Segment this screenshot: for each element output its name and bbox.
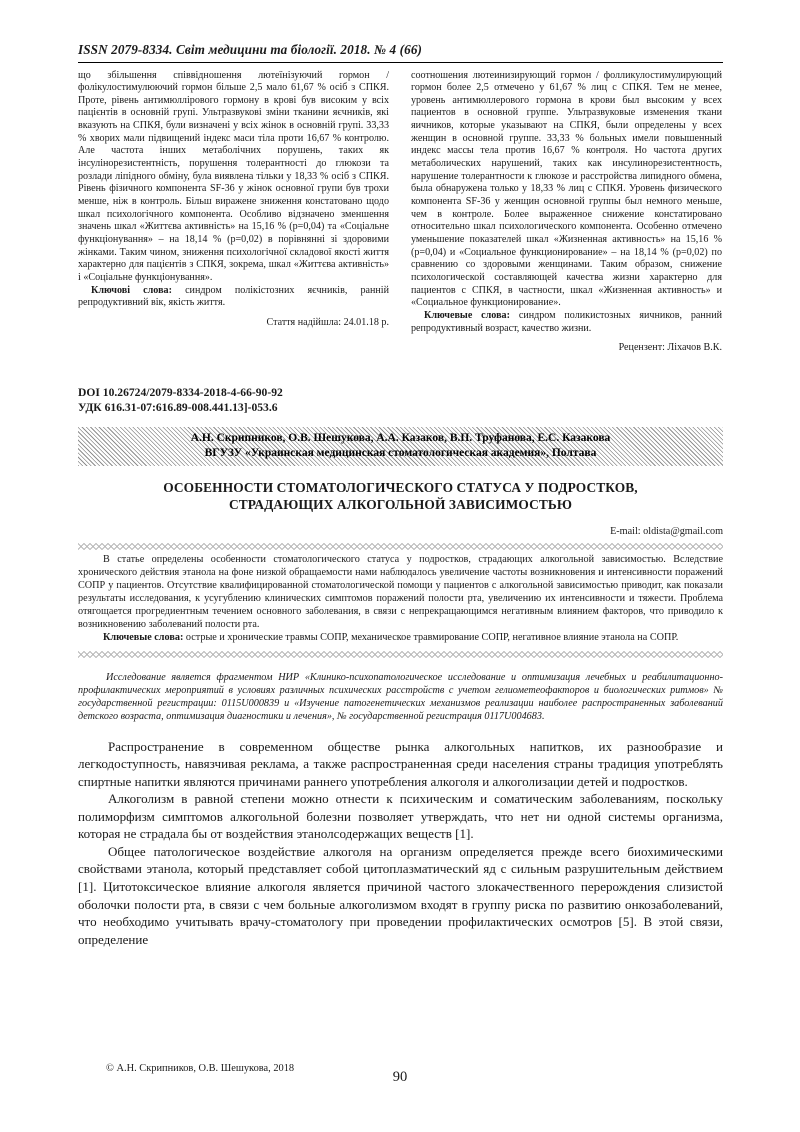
abstract-uk-body: що збільшення співвідношення лютеїнізуючий гормон / фолікулостимулюючий гормон більше 2,5 мало 61,67 % осіб з СПКЯ. Проте, рівень антимюллірового гормону в крові був високим у всіх пацієнтів в основній групі. Ультразвукові зміни тканини яєчників, які вказують на СПКЯ, були визначені у всіх жінок в основній групі. 33,33 % хворих мали підвищений індекс маси тіла проти 16,67 % контролю. Але частота інших метаболічних порушень, таких як інсулінорезистентність, порушення толерантності до глюкози та розлади ліпідного обміну, була виявлена тільки у 18,33 % осіб з СПКЯ. Рівень фізичного компонента SF-36 у жінок основної групи був трохи менше, ніж в контроль. Більш виражене зниження констатовано щодо шкал психологічного компонента. Особливо відзначено зменшення значень шкал «Життєва активність» на 15,16 % (р=0,04) та «Соціальне функціонування» – на 18,14 % (р=0,02) в порівнянні зі здоровими жінками. Таким чином, зниження психологічної складової якості життя характерно для пацієнтів з СПКЯ, зокрема, шкал «Життєва активність» і «Соціальне функціонування». [78,69,389,283]
abstract-uk-keywords [78,285,389,310]
running-head-container [78,42,723,63]
abstract-columns [78,70,723,355]
page-content [78,42,723,948]
author-names: А.Н. Скрипников, О.В. Шешукова, А.А. Казаков, В.П. Труфанова, Е.С. Казакова [190,431,611,444]
abstract-main-body: В статье определены особенности стоматологического статуса у подростков, страдающих алкогольной зависимостью. Вследствие хронического действия этанола на фоне низкой обращаемости нами наблюдалось увеличение частоты возникновения и интенсивности поражений СОПР у пациентов. Отсутствие квалифицированной стоматологической помощи у пациентов с алкогольной зависимостью приводит, как показали результаты исследования, к усугублению клинических симптомов поражений полости рта, увеличению их интенсивности и тяжести. Проблема отягощается прогредиентным течением основного заболевания, в связи с непрекращающимся негативным влиянием факторов, что приводило к возникновению заболеваний полости рта. [78,554,723,630]
body-paragraph: Алкоголизм в равной степени можно отнести к психическим и соматическим заболеваниям, поскольку полиморфизм симптомов алкогольной болезни позволяет утверждать, что нет ни одной системы организма, которая не страдала бы от воздействия этанолсодержащих веществ [1]. [78,791,723,842]
abstract-ru-keywords-label: Ключевые слова: [424,309,510,321]
funding-note: Исследование является фрагментом НИР «Клинико-психопатологическое исследование и оптимизация лечебных и реабилитационно-профилактических мероприятий в условиях различных психических расстройств с учетом гелиометеофакторов и биологических ритмов» № государственной регистрации: 0115U000839 и «Изучение патогенетических механизмов реализации наиболее распространенных заболеваний детского возраста, оптимизация диагностики и лечения», № государственной регистрация 0117U004683. [78,671,723,723]
abstract-main [78,554,723,644]
article-title-line-1: ОСОБЕННОСТИ СТОМАТОЛОГИЧЕСКОГО СТАТУСА У ПОДРОСТКОВ, [163,480,638,495]
abstract-main-keywords-label: Ключевые слова: [103,631,184,643]
abstract-main-keywords [78,632,723,645]
body-paragraph: Распространение в современном обществе рынка алкогольных напитков, их разнообразие и легкодоступность, навязчивая реклама, а также распространенная среди населения страны традиция употреблять спиртные напитки являются причинами раннего употребления алкоголя и алкоголизации детей и подростков. [78,738,723,789]
abstract-ru-body: соотношения лютеинизирующий гормон / фолликулостимулирующий гормон более 2,5 отмечено у 61,67 % лиц с СПКЯ. Тем не менее, уровень антимюллерового гормона в крови был высоким у всех пациентов в основной группе. Ультразвуковые изменения ткани яичников, которые указывают на СПКЯ, были определены у всех женщин в основной группе. 33,33 % больных имели повышенный индекс массы тела против 16,67 % контроля. Но частота других метаболических нарушений, таких как инсулинорезистентность, нарушение толерантности к глюкозе и расстройства липидного обмена, была обнаружена только у 18,33 % лиц с СПКЯ. Уровень физического компонента SF-36 у женщин основной группы был немного меньше, чем в контроле. Более выраженное снижение констатировано относительно шкал психологического компонента. Особенно отмечено уменьшение показателей шкал «Жизненная активность» на 15,16 % (р=0,04) и «Социальное функционирование» – на 18,14 % (р=0,02) по сравнению со здоровыми женщинами. Таким образом, снижение психологической составляющей качества жизни характерно для пациентов с СПКЯ, в частности, шкал «Жизненная активность» и «Социальное функционирование». [411,69,722,309]
contact-email[interactable]: E-mail: oldista@gmail.com [610,526,723,538]
page-footer [78,1063,722,1103]
abstract-ru-keywords-text: синдром поликистозных яичников, ранний репродуктивный возраст, качество жизни. [411,309,723,334]
author-affiliation: ВГУЗУ «Украинская медицинская стоматологическая академия», Полтава [204,447,597,460]
abstract-ru-keywords [411,310,722,335]
doi-line: DOI 10.26724/2079-8334-2018-4-66-90-92 [78,385,283,399]
authors-band [78,427,723,466]
abstract-uk-keywords-text: синдром полікістозних яєчників, ранній репродуктивний вік, якість життя. [78,284,390,309]
article-body [78,738,723,949]
abstract-column-russian [411,70,722,355]
abstract-main-keywords-text: острые и хронические травмы СОПР, механическое травмирование СОПР, негативное влияние этанола на СОПР. [183,631,679,643]
page-number: 90 [392,1069,408,1085]
body-paragraph: Общее патологическое воздействие алкоголя на организм определяется прежде всего биохимическими свойствами этанола, который представляет собой цитоплазматический яд с сильным разрушительным действием [1]. Цитотоксическое влияние алкоголя является причиной частого злокачественного перерождения слизистой оболочки полости рта, в связи с чем больные алкоголизмом входят в группу риска по развитию онкозаболеваний, что необходимо учитывать врачу-стоматологу при проведении профилактических осмотров [5]. В этой связи, определение [78,843,723,947]
article-title-line-2: СТРАДАЮЩИХ АЛКОГОЛЬНОЙ ЗАВИСИМОСТЬЮ [228,497,573,513]
abstract-column-ukrainian [78,70,389,330]
abstract-uk-keywords-label: Ключові слова: [91,284,172,296]
running-head: ISSN 2079-8334. Світ медицини та біології. 2018. № 4 (66) [78,42,423,57]
identifier-block [78,385,723,416]
udk-line: УДК 616.31-07:616.89-008.441.13]-053.6 [78,401,278,415]
abstract-ru-reviewer: Рецензент: Ліхачов В.К. [618,342,722,354]
zigzag-divider-bottom [78,651,723,658]
abstract-uk-received: Стаття надійшла: 24.01.18 р. [266,316,389,328]
page-title [78,479,723,513]
copyright-line: © А.Н. Скрипников, О.В. Шешукова, 2018 [106,1063,295,1074]
zigzag-divider-top [78,543,723,550]
